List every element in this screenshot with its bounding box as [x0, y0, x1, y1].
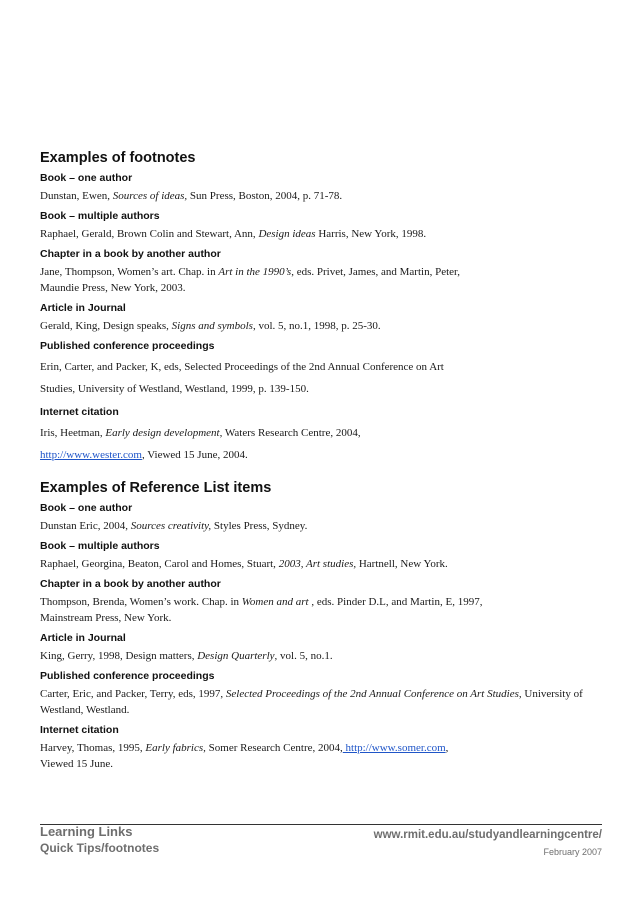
- ref-internet-entry: Harvey, Thomas, 1995, Early fabrics, Somer Research Centre, 2004, http://www.somer.com, Viewed 15 June.: [40, 742, 449, 770]
- fn-internet-link[interactable]: http://www.wester.com: [40, 449, 142, 461]
- fn-chapter-heading: Chapter in a book by another author: [40, 248, 221, 260]
- fn-book-multi-heading: Book – multiple authors: [40, 210, 160, 222]
- ref-internet-heading: Internet citation: [40, 724, 119, 736]
- ref-book-multi-heading: Book – multiple authors: [40, 540, 160, 552]
- footer-date: February 2007: [543, 847, 602, 857]
- fn-internet-heading: Internet citation: [40, 406, 119, 418]
- footer-brand: Learning Links: [40, 824, 133, 839]
- fn-book-one-heading: Book – one author: [40, 172, 133, 184]
- ref-book-one-heading: Book – one author: [40, 502, 133, 514]
- fn-conference-heading: Published conference proceedings: [40, 340, 215, 352]
- page-footer: [40, 824, 602, 857]
- references-title: Examples of Reference List items: [40, 480, 272, 496]
- fn-chapter-entry: Jane, Thompson, Women’s art. Chap. in Art in the 1990’s, eds. Privet, James, and Martin, Peter, Maundie Press, New York, 2003.: [40, 266, 460, 294]
- fn-journal-entry: Gerald, King, Design speaks, Signs and symbols, vol. 5, no.1, 1998, p. 25-30.: [40, 320, 381, 332]
- fn-internet-entry: Iris, Heetman, Early design development, Waters Research Centre, 2004, http://www.wester.com, Viewed 15 June, 2004.: [40, 427, 361, 461]
- fn-book-one-entry: Dunstan, Ewen, Sources of ideas, Sun Press, Boston, 2004, p. 71-78.: [40, 190, 343, 202]
- ref-chapter-entry: Thompson, Brenda, Women’s work. Chap. in Women and art , eds. Pinder D.L, and Martin, E, 1997, Mainstream Press, New York.: [40, 596, 483, 624]
- footer-subtitle: Quick Tips/footnotes: [40, 841, 160, 855]
- ref-chapter-heading: Chapter in a book by another author: [40, 578, 221, 590]
- fn-book-multi-entry: Raphael, Gerald, Brown Colin and Stewart, Ann, Design ideas Harris, New York, 1998.: [40, 228, 427, 240]
- ref-journal-heading: Article in Journal: [40, 632, 126, 644]
- footer-url[interactable]: www.rmit.edu.au/studyandlearningcentre/: [373, 829, 602, 841]
- ref-conference-entry: Carter, Eric, and Packer, Terry, eds, 1997, Selected Proceedings of the 2nd Annual Conference on Art Studies, University of Westland, Westland.: [40, 688, 583, 716]
- fn-journal-heading: Article in Journal: [40, 302, 126, 314]
- footnotes-title: Examples of footnotes: [40, 150, 196, 166]
- fn-conference-entry: Erin, Carter, and Packer, K, eds, Selected Proceedings of the 2nd Annual Conference on Art Studies, University of Westland, Westland, 1999, p. 139-150.: [40, 361, 444, 395]
- ref-book-one-entry: Dunstan Eric, 2004, Sources creativity, Styles Press, Sydney.: [40, 520, 308, 532]
- ref-conference-heading: Published conference proceedings: [40, 670, 215, 682]
- ref-book-multi-entry: Raphael, Georgina, Beaton, Carol and Homes, Stuart, 2003, Art studies, Hartnell, New York.: [40, 558, 448, 570]
- ref-journal-entry: King, Gerry, 1998, Design matters, Design Quarterly, vol. 5, no.1.: [40, 650, 333, 662]
- document-body: [40, 150, 600, 774]
- ref-internet-link[interactable]: http://www.somer.com: [342, 742, 446, 754]
